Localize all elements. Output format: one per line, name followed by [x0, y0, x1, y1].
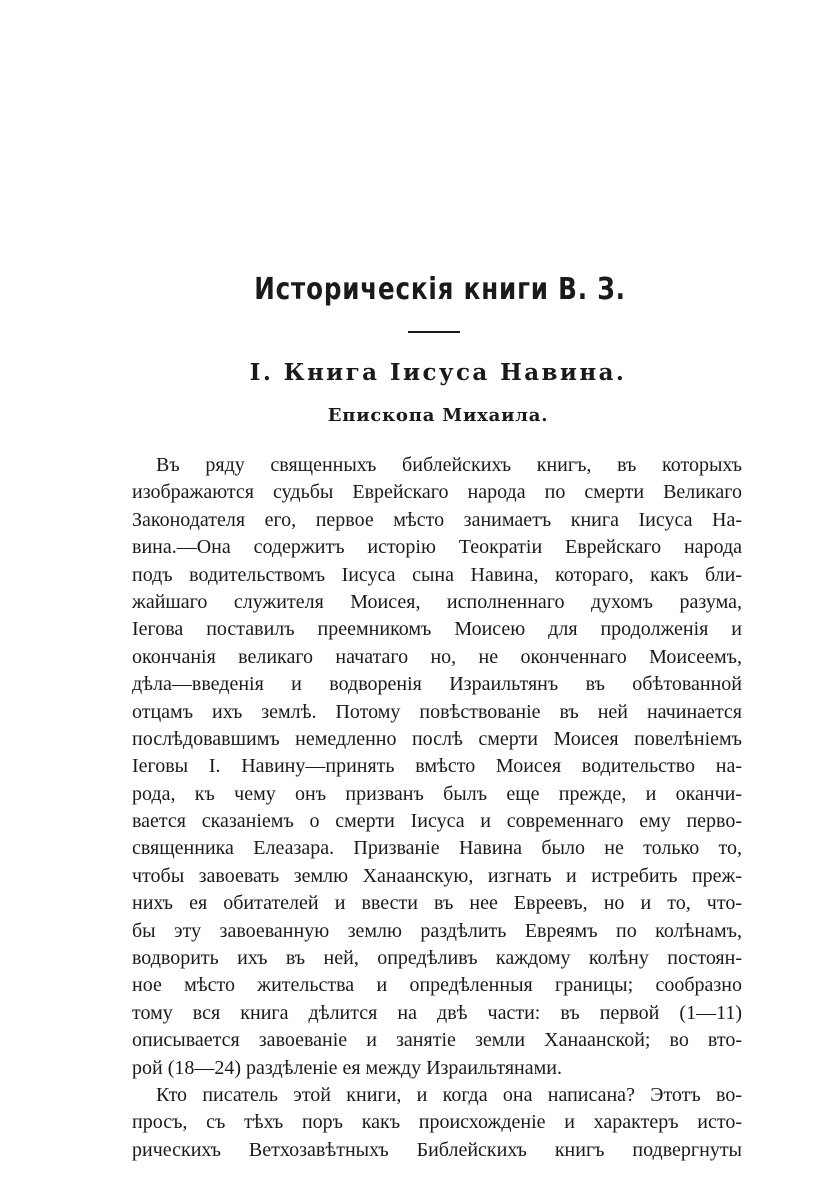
- text-line: просъ, съ тѣхъ поръ какъ происхожденіе и характеръ исто-: [132, 1111, 742, 1134]
- text-line: рой (18—24) раздѣленіе ея между Израильтянами.: [132, 1056, 562, 1079]
- text-line: священника Елеазара. Призваніе Навина было не только то,: [132, 837, 742, 860]
- text-line: изображаются судьбы Еврейскаго народа по смерти Великаго: [132, 481, 742, 504]
- author-byline: Епископа Михаила.: [327, 405, 549, 426]
- text-line: ное мѣсто жительства и опредѣленныя границы; сообразно: [132, 974, 742, 997]
- text-line: отцамъ ихъ землѣ. Потому повѣствованіе въ ней начинается: [132, 700, 742, 723]
- text-line: Въ ряду священныхъ библейскихъ книгъ, въ которыхъ: [156, 454, 742, 476]
- title-divider: [408, 331, 460, 333]
- text-line: Іегова поставилъ преемникомъ Моисею для продолженія и: [132, 618, 742, 641]
- text-line: Іеговы І. Навину—принять вмѣсто Моисея водительство на-: [132, 755, 742, 778]
- body-text: [132, 452, 742, 1164]
- text-line: чтобы завоевать землю Ханаанскую, изгнать и истребить преж-: [132, 864, 742, 887]
- text-line: подъ водительствомъ Іисуса сына Навина, котораго, какъ бли-: [132, 563, 742, 586]
- text-line: жайшаго служителя Моисея, исполненнаго духомъ разума,: [132, 590, 742, 613]
- text-line: дѣла—введенія и водворенія Израильтянъ въ обѣтованной: [132, 673, 742, 696]
- text-line: окончанія великаго начатаго но, не оконченнаго Моисеемъ,: [132, 645, 742, 668]
- paragraph-1: [132, 452, 742, 1082]
- text-line: бы эту завоеванную землю раздѣлить Евреямъ по колѣнамъ,: [132, 919, 742, 942]
- text-line: рическихъ Ветхозавѣтныхъ Библейскихъ книгъ подвергнуты: [132, 1138, 742, 1161]
- text-line: послѣдовавшимъ немедленно послѣ смерти Моисея повелѣніемъ: [132, 727, 742, 750]
- text-line: Кто писатель этой книги, и когда она написана? Этотъ во-: [156, 1083, 742, 1106]
- text-line: нихъ ея обитателей и ввести въ нее Евреевъ, но и то, что-: [132, 892, 742, 915]
- page-title: Историческія книги В. З.: [254, 272, 626, 307]
- text-line: тому вся книга дѣлится на двѣ части: въ первой (1—11): [132, 1001, 742, 1024]
- paragraph-2: [132, 1082, 742, 1164]
- text-line: рода, къ чему онъ призванъ былъ еще прежде, и оканчи-: [132, 782, 742, 805]
- text-line: вается сказаніемъ о смерти Іисуса и современнаго ему перво-: [132, 810, 742, 833]
- text-line: описывается завоеваніе и занятіе земли Ханаанской; во вто-: [132, 1029, 742, 1052]
- text-line: Законодателя его, первое мѣсто занимаетъ книга Іисуса На-: [132, 508, 742, 531]
- text-line: водворить ихъ въ ней, опредѣливъ каждому колѣну постоян-: [132, 947, 742, 970]
- section-title: I. Книга Іисуса Навина.: [249, 359, 627, 386]
- text-line: вина.—Она содержитъ исторію Теократіи Еврейскаго народа: [132, 536, 742, 559]
